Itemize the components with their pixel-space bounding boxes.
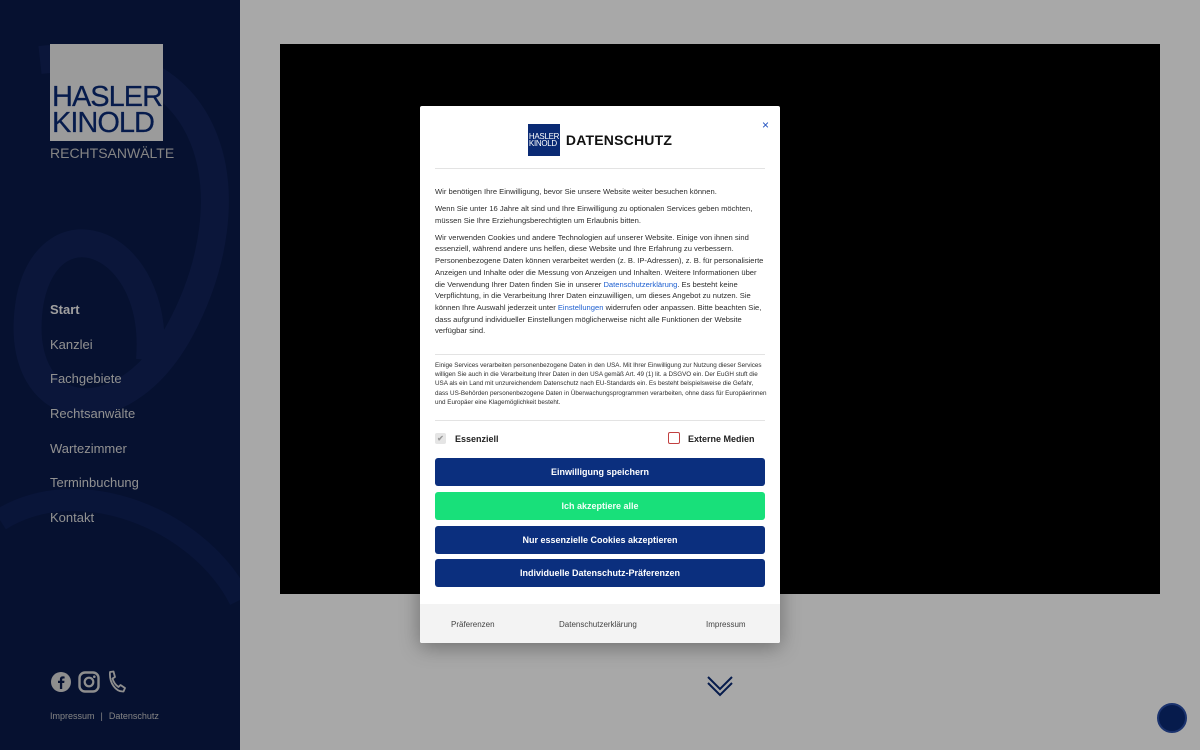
consent-checkboxes: [435, 431, 765, 449]
nav-item-wartezimmer[interactable]: Wartezimmer: [50, 440, 127, 456]
accept-all-button[interactable]: Ich akzeptiere alle: [435, 492, 765, 520]
privacy-policy-link[interactable]: Datenschutzerklärung: [603, 279, 678, 289]
dialog-footer: [420, 604, 780, 643]
cookies-text-part3: widerrufen oder anpassen. Bitte beachten Sie, dass aufgrund individueller Einstellungen möglicherweise nicht alle Funktionen der Website verfügbar sind.: [435, 302, 762, 336]
settings-link[interactable]: Einstellungen: [557, 302, 604, 312]
impressum-link[interactable]: Impressum: [50, 711, 95, 721]
close-icon[interactable]: ×: [761, 118, 769, 132]
intro-text: Wir benötigen Ihre Einwilligung, bevor Sie unsere Website weiter besuchen können.: [435, 187, 717, 196]
dialog-logo-line-2: KINOLD: [528, 139, 557, 148]
dialog-logo: [528, 124, 560, 156]
cookies-text-part2: . Es besteht keine Verpflichtung, in die Verarbeitung Ihrer Daten einzuwilligen, um dieses Angebot zu nutzen. Sie können Ihre Auswahl jederzeit unter: [435, 279, 751, 312]
cookies-text-part1: Wir verwenden Cookies und andere Technologien auf unserer Website. Einige von ihnen sind essenziell, während andere uns helfen, diese Website und Ihre Erfahrung zu verbessern. Personenbezogene Daten können verarbeitet werden (z. B. IP-Adressen), z. B. für personalisierte Anzeigen und Inhalte oder die Messung von Anzeigen und Inhalten. Weitere Informationen über die Verwendung Ihrer Daten finden Sie in unserer: [435, 232, 764, 289]
logo-line-1: HASLER: [52, 81, 163, 113]
nav-item-kanzlei[interactable]: Kanzlei: [50, 336, 93, 352]
logo-subtitle: RECHTSANWÄLTE: [50, 145, 175, 161]
datenschutz-link[interactable]: Datenschutz: [108, 711, 159, 721]
dialog-logo-sub: RECHTSANWÄLTE: [528, 149, 557, 153]
nav-item-terminbuchung[interactable]: Terminbuchung: [50, 475, 139, 491]
cookies-text: [435, 232, 767, 337]
privacy-consent-dialog: [420, 106, 780, 643]
footer-separator: |: [100, 711, 103, 721]
preferences-link[interactable]: Präferenzen: [451, 620, 495, 629]
nav-item-fachgebiete[interactable]: Fachgebiete: [50, 371, 122, 387]
divider: [435, 420, 765, 421]
external-media-label[interactable]: Externe Medien: [688, 434, 755, 444]
nav-item-start[interactable]: Start: [50, 302, 80, 317]
individual-preferences-button[interactable]: Individuelle Datenschutz-Präferenzen: [435, 559, 765, 587]
dialog-title: DATENSCHUTZ: [565, 132, 673, 148]
dialog-logo-line-1: HASLER: [528, 132, 560, 141]
nav-item-rechtsanwaelte[interactable]: Rechtsanwälte: [50, 406, 136, 422]
divider: [435, 168, 765, 169]
nav-item-kontakt[interactable]: Kontakt: [50, 510, 95, 526]
privacy-statement-link[interactable]: Datenschutzerklärung: [559, 620, 637, 629]
dialog-body: [435, 186, 767, 342]
usa-notice: Einige Services verarbeiten personenbezogene Daten in den USA. Mit Ihrer Einwilligung zur Nutzung dieser Services willigen Sie auch in die Verarbeitung Ihrer Daten in den USA gemäß Art. 49 (1) lit. a DSGVO ein. Der EuGH stuft die USA als ein Land mit unzureichendem Datenschutz nach EU-Standards ein. Es besteht beispielsweise die Gefahr, dass US-Behörden personenbezogene Daten in Überwachungsprogrammen verarbeiten, ohne dass für Europäerinnen und Europäer eine Klagemöglichkeit besteht.: [435, 362, 767, 406]
essential-label: Essenziell: [455, 434, 499, 444]
essential-only-button[interactable]: Nur essenzielle Cookies akzeptieren: [435, 526, 765, 554]
dialog-header: [420, 124, 780, 156]
external-media-checkbox[interactable]: [668, 432, 680, 444]
save-consent-button[interactable]: Einwilligung speichern: [435, 458, 765, 486]
logo-line-2: KINOLD: [52, 107, 154, 139]
essential-checkbox: ✔: [435, 433, 446, 444]
under16-text: Wenn Sie unter 16 Jahre alt sind und Ihre Einwilligung zu optionalen Services geben möchten, müssen Sie Ihre Erziehungsberechtigten um Erlaubnis bitten.: [435, 204, 753, 225]
divider: [435, 354, 765, 355]
imprint-link[interactable]: Impressum: [706, 620, 746, 629]
